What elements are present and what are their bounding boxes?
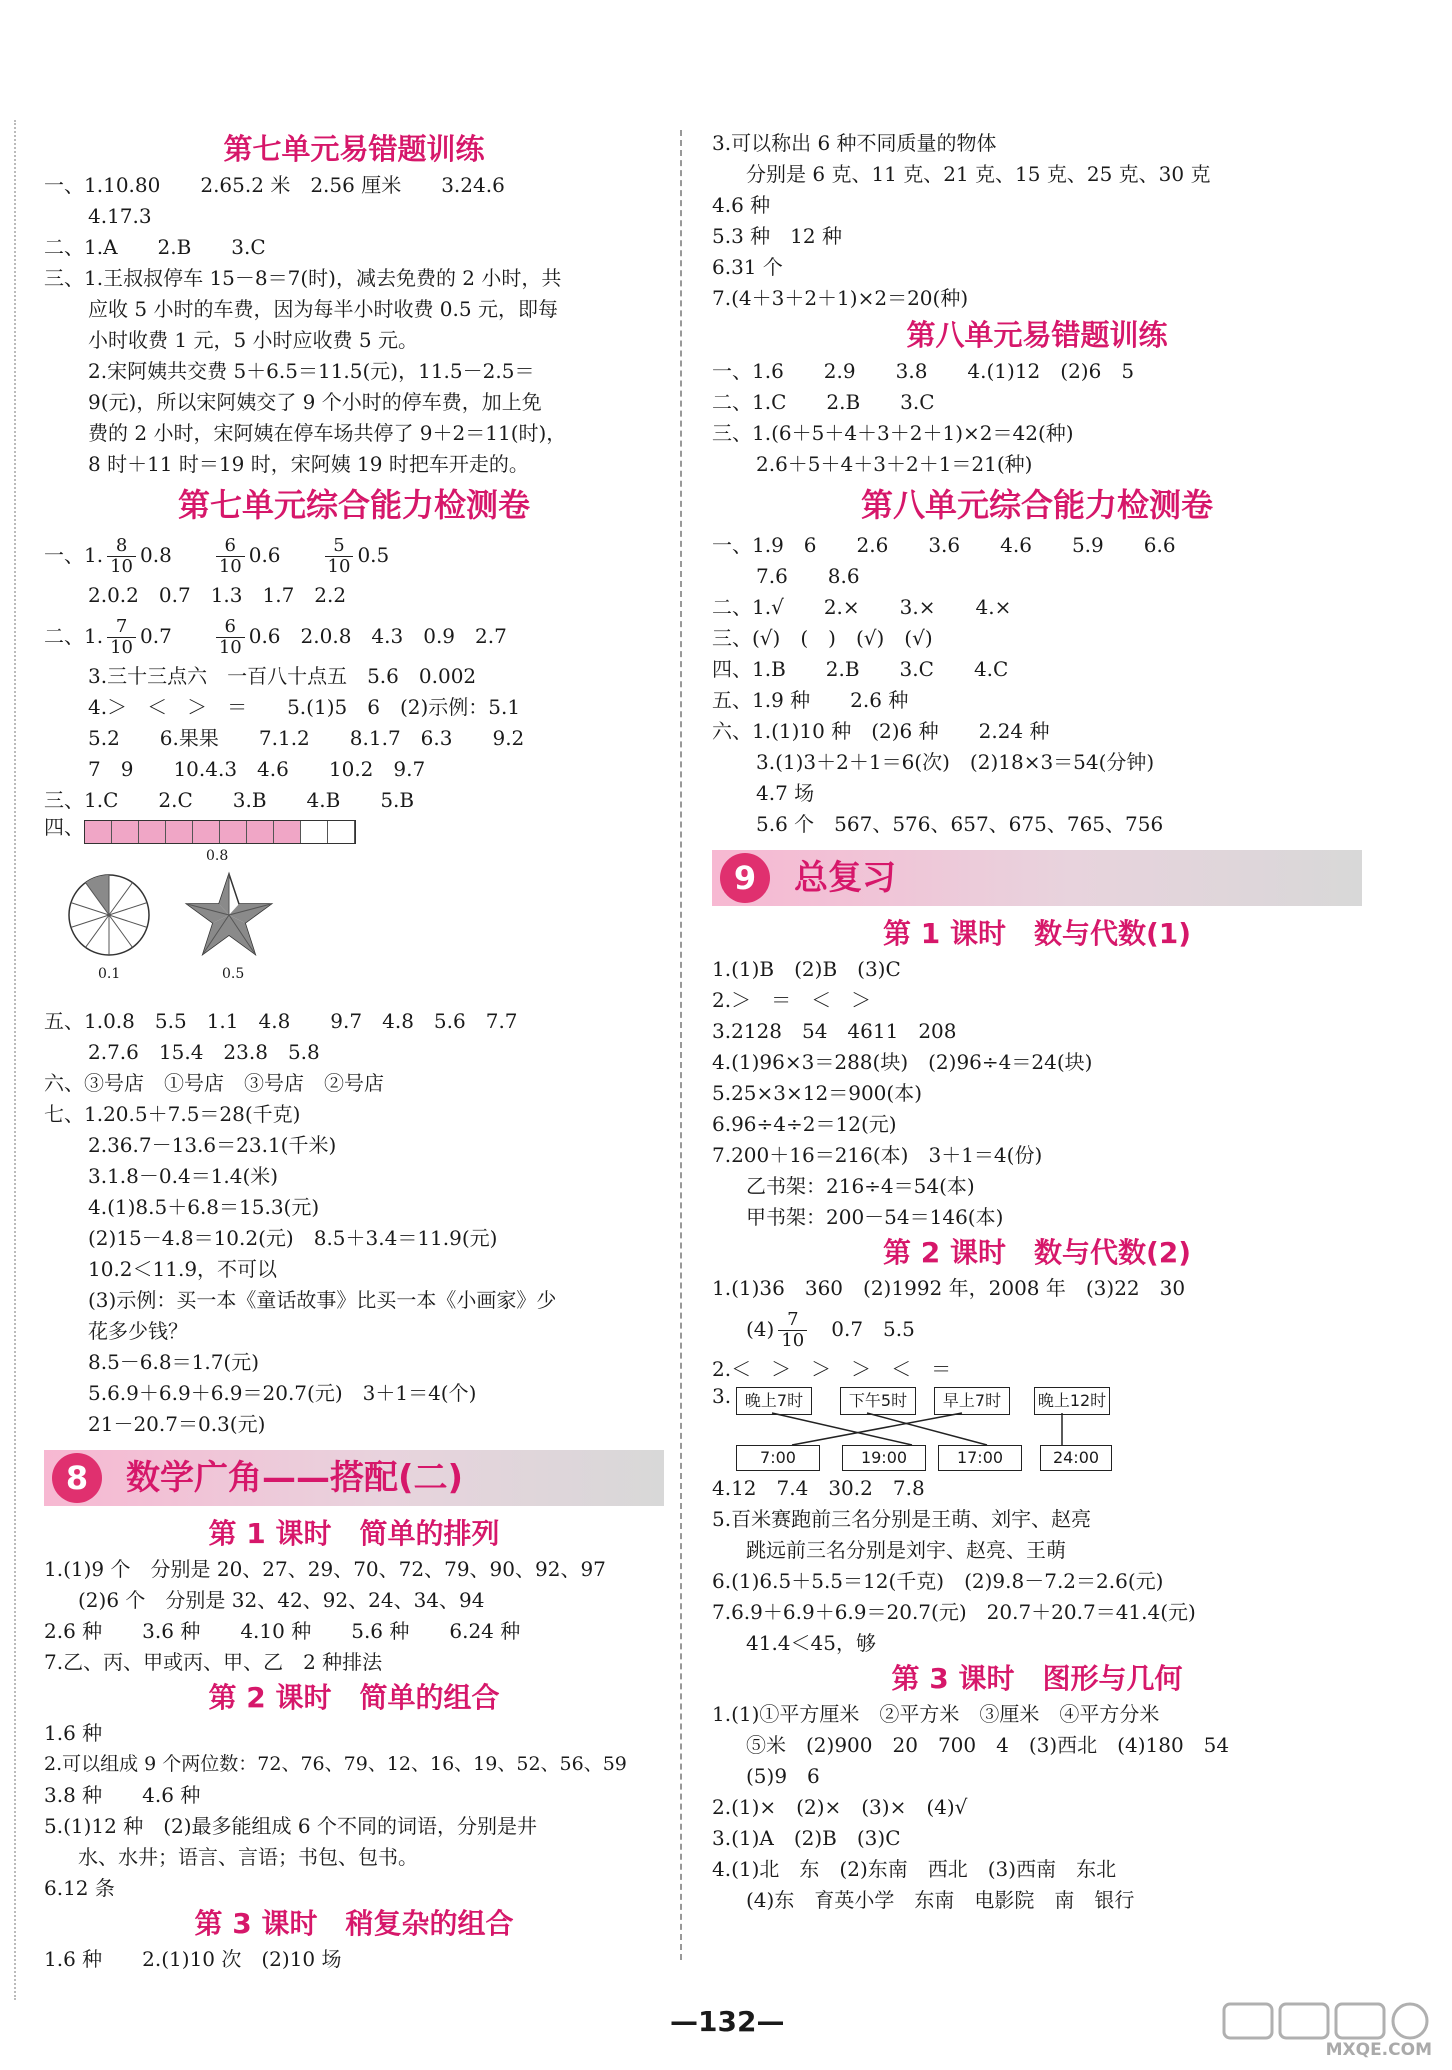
answer-line: 4.(1)8.5＋6.8＝15.3(元) [88, 1195, 320, 1219]
answer-line: 6.(1)6.5＋5.5＝12(千克) (2)9.8－7.2＝2.6(元) [712, 1569, 1164, 1593]
column-divider [680, 130, 682, 1960]
answer-line: 五、1.9 种 2.6 种 [712, 688, 909, 712]
answer-line: 2.(1)× (2)× (3)× (4)√ [712, 1795, 968, 1819]
answer-line: 5.6.9＋6.9＋6.9＝20.7(元) 3＋1＝4(个) [88, 1381, 477, 1405]
circle-label: 0.1 [98, 966, 121, 982]
answer-line: (2)6 个 分别是 32、42、92、24、34、94 [78, 1588, 485, 1612]
time-box-top: 下午5时 [840, 1387, 916, 1415]
answer-line: 甲书架：200－54＝146(本) [746, 1205, 1004, 1229]
answer-line: 8 时＋11 时＝19 时，宋阿姨 19 时把车开走的。 [88, 452, 529, 476]
answer-line: 六、③号店 ①号店 ③号店 ②号店 [44, 1071, 384, 1095]
answer-line: 3.8 种 4.6 种 [44, 1783, 201, 1807]
answer-line: (2)15－4.8＝10.2(元) 8.5＋3.4＝11.9(元) [88, 1226, 498, 1250]
decimal-strip [84, 820, 356, 844]
answer-line: 四、1.B 2.B 3.C 4.C [712, 657, 1009, 681]
page-number: —132— [670, 2005, 785, 2038]
section-title: 第七单元综合能力检测卷 [177, 486, 530, 524]
star-label: 0.5 [222, 966, 245, 982]
answer-line: 1.6 种 2.(1)10 次 (2)10 场 [44, 1947, 342, 1971]
answer-line: 2.6＋5＋4＋3＋2＋1＝21(种) [756, 452, 1033, 476]
time-box-bottom: 17:00 [938, 1445, 1022, 1471]
answer-line: 花多少钱？ [88, 1319, 188, 1343]
answer-line: 一、1.6 2.9 3.8 4.(1)12 (2)6 5 [712, 359, 1135, 383]
answer-line: 7.(4＋3＋2＋1)×2＝20(种) [712, 286, 969, 310]
time-matching-diagram [712, 1384, 1362, 1467]
shading-figures [44, 816, 664, 1006]
answer-line: 1.(1)B (2)B (3)C [712, 957, 901, 981]
answer-line: 4.＞ ＜ ＞ ＝ 5.(1)5 6 (2)示例：5.1 [88, 695, 521, 719]
watermark-text: MXQE.COM [1325, 2040, 1432, 2060]
answer-line: 跳远前三名分别是刘宇、赵亮、王萌 [746, 1538, 1066, 1562]
binding-margin [14, 120, 16, 2000]
time-box-top: 晚上12时 [1034, 1387, 1110, 1415]
fraction: $\frac{6}{10}$ [216, 536, 245, 577]
time-box-bottom: 19:00 [842, 1445, 926, 1471]
answer-line: ⑤米 (2)900 20 700 4 (3)西北 (4)180 54 [746, 1733, 1230, 1757]
answer-line: 7.6.9＋6.9＋6.9＝20.7(元) 20.7＋20.7＝41.4(元) [712, 1600, 1196, 1624]
unit-title: 总复习 [794, 858, 896, 898]
answer-line: 8.5－6.8＝1.7(元) [88, 1350, 260, 1374]
lesson-title: 第 3 课时 稍复杂的组合 [194, 1907, 514, 1940]
answer-line: 3.可以称出 6 种不同质量的物体 [712, 131, 997, 155]
answer-line: 4.12 7.4 30.2 7.8 [712, 1476, 925, 1500]
answer-line: 1.(1)9 个 分别是 20、27、29、70、72、79、90、92、97 [44, 1557, 606, 1581]
answer-line: 41.4＜45，够 [746, 1631, 876, 1655]
lesson-title: 第 2 课时 简单的组合 [208, 1681, 500, 1714]
answer-line: 1.6 种 [44, 1721, 103, 1745]
answer-line: 7.乙、丙、甲或丙、甲、乙 2 种排法 [44, 1650, 383, 1674]
circle-figure [64, 870, 154, 960]
lesson-title: 第 1 课时 数与代数(1) [882, 917, 1192, 950]
answer-line: 一、1.9 6 2.6 3.6 4.6 5.9 6.6 [712, 533, 1176, 557]
answer-line: 六、1.(1)10 种 (2)6 种 2.24 种 [712, 719, 1050, 743]
answer-line: (4)东 育英小学 东南 电影院 南 银行 [746, 1888, 1135, 1912]
question-number: 3. [712, 1384, 732, 1408]
answer-line: 水、水井；语言、言语；书包、包书。 [78, 1845, 418, 1869]
fraction: $\frac{5}{10}$ [325, 536, 354, 577]
answer-line: 一、1.10.80 2.65.2 米 2.56 厘米 3.24.6 [44, 173, 505, 197]
answer-line: 10.2＜11.9，不可以 [88, 1257, 278, 1281]
time-box-top: 早上7时 [934, 1387, 1010, 1415]
answer-line: 7 9 10.4.3 4.6 10.2 9.7 [88, 757, 426, 781]
lesson-title: 第 2 课时 数与代数(2) [882, 1236, 1192, 1269]
answer-line: 三、1.王叔叔停车 15－8＝7(时)，减去免费的 2 小时，共 [44, 266, 562, 290]
answer-line: 乙书架：216÷4＝54(本) [746, 1174, 975, 1198]
answer-line: 2.可以组成 9 个两位数：72、76、79、12、16、19、52、56、59 [44, 1753, 627, 1775]
answer-line: 2.＜ ＞ ＞ ＞ ＜ ＝ [712, 1357, 952, 1381]
answer-line: 9(元)，所以宋阿姨交了 9 个小时的停车费，加上免 [88, 390, 542, 414]
answer-line: 二、1.A 2.B 3.C [44, 235, 266, 259]
answer-line: 三、1.C 2.C 3.B 4.B 5.B [44, 788, 415, 812]
answer-line: 二、1.C 2.B 3.C [712, 390, 935, 414]
unit-banner [44, 1450, 664, 1506]
answer-line: 应收 5 小时的车费，因为每半小时收费 0.5 元，即每 [88, 297, 558, 321]
time-box-bottom: 7:00 [736, 1445, 820, 1471]
section-title: 第七单元易错题训练 [223, 132, 485, 166]
answer-line: 4.7 场 [756, 781, 815, 805]
answer-line: (5)9 6 [746, 1764, 820, 1788]
answer-line: 3.三十三点六 一百八十点五 5.6 0.002 [88, 664, 477, 688]
fraction: $\frac{8}{10}$ [107, 536, 136, 577]
fraction: $\frac{7}{10}$ [778, 1310, 807, 1351]
answer-line: 5.2 6.果果 7.1.2 8.1.7 6.3 9.2 [88, 726, 525, 750]
time-box-bottom: 24:00 [1040, 1445, 1112, 1471]
answer-line-fraction: (4) $\frac{7}{10}$ 0.7 5.5 [746, 1309, 915, 1351]
section-title: 第八单元易错题训练 [906, 318, 1168, 352]
answer-line: 1.(1)①平方厘米 ②平方米 ③厘米 ④平方分米 [712, 1702, 1160, 1726]
answer-line: 3.1.8－0.4＝1.4(米) [88, 1164, 279, 1188]
fraction: $\frac{6}{10}$ [216, 617, 245, 658]
answer-line: 3.(1)3＋2＋1＝6(次) (2)18×3＝54(分钟) [756, 750, 1155, 774]
watermark-logo [1218, 2000, 1438, 2060]
answer-line: 7.200＋16＝216(本) 3＋1＝4(份) [712, 1143, 1043, 1167]
answer-line-fractions: 一、1. $\frac{8}{10}$ 0.8 $\frac{6}{10}$ 0.6 $\frac{5}{10}$ 0.5 [44, 535, 390, 577]
fraction: $\frac{7}{10}$ [107, 617, 136, 658]
answer-line: 4.6 种 [712, 193, 771, 217]
answer-line: 费的 2 小时，宋阿姨在停车场共停了 9＋2＝11(时)， [88, 421, 567, 445]
answer-line: 7.6 8.6 [756, 564, 860, 588]
answer-line: 2.宋阿姨共交费 5＋6.5＝11.5(元)，11.5－2.5＝ [88, 359, 535, 383]
question-number: 四、 [44, 815, 84, 839]
answer-line: 1.(1)36 360 (2)1992 年，2008 年 (3)22 30 [712, 1276, 1186, 1300]
answer-line: 2.＞ ＝ ＜ ＞ [712, 988, 872, 1012]
answer-line: 五、1.0.8 5.5 1.1 4.8 9.7 4.8 5.6 7.7 [44, 1009, 518, 1033]
answer-line: 4.(1)北 东 (2)东南 西北 (3)西南 东北 [712, 1857, 1117, 1881]
answer-line: 2.7.6 15.4 23.8 5.8 [88, 1040, 320, 1064]
lesson-title: 第 1 课时 简单的排列 [208, 1517, 500, 1550]
unit-number-badge: 9 [720, 853, 770, 903]
unit-title: 数学广角——搭配(二) [126, 1458, 464, 1498]
answer-line: 5.3 种 12 种 [712, 224, 842, 248]
answer-line: 6.12 条 [44, 1876, 115, 1900]
answer-line: 6.96÷4÷2＝12(元) [712, 1112, 897, 1136]
time-box-top: 晚上7时 [736, 1387, 812, 1415]
answer-line: 分别是 6 克、11 克、21 克、15 克、25 克、30 克 [746, 162, 1211, 186]
answer-line: 二、1.√ 2.× 3.× 4.× [712, 595, 1012, 619]
answer-line: 4.(1)96×3＝288(块) (2)96÷4＝24(块) [712, 1050, 1093, 1074]
answer-line: 2.36.7－13.6＝23.1(千米) [88, 1133, 337, 1157]
answer-line: 5.(1)12 种 (2)最多能组成 6 个不同的词语，分别是井 [44, 1814, 537, 1838]
answer-line: 5.6 个 567、576、657、675、765、756 [756, 812, 1164, 836]
answer-line: 七、1.20.5＋7.5＝28(千克) [44, 1102, 301, 1126]
answer-line-fractions: 二、1. $\frac{7}{10}$ 0.7 $\frac{6}{10}$ 0.6 2.0.8 4.3 0.9 2.7 [44, 616, 507, 658]
section-title: 第八单元综合能力检测卷 [860, 486, 1213, 524]
answer-line: (3)示例：买一本《童话故事》比买一本《小画家》少 [88, 1288, 557, 1312]
answer-line: 4.17.3 [88, 204, 152, 228]
answer-line: 小时收费 1 元，5 小时应收费 5 元。 [88, 328, 418, 352]
left-column [44, 128, 664, 1975]
unit-banner [712, 850, 1362, 906]
answer-line: 5.25×3×12＝900(本) [712, 1081, 922, 1105]
star-figure [184, 870, 274, 960]
strip-label: 0.8 [206, 848, 229, 864]
answer-line: 21－20.7＝0.3(元) [88, 1412, 266, 1436]
answer-line: 3.(1)A (2)B (3)C [712, 1826, 901, 1850]
unit-number-badge: 8 [52, 1453, 102, 1503]
answer-line: 3.2128 54 4611 208 [712, 1019, 957, 1043]
answer-line: 2.6 种 3.6 种 4.10 种 5.6 种 6.24 种 [44, 1619, 521, 1643]
answer-line: 三、(√) ( ) (√) (√) [712, 626, 933, 650]
right-column [712, 128, 1362, 1916]
answer-line: 2.0.2 0.7 1.3 1.7 2.2 [88, 583, 347, 607]
answer-line: 5.百米赛跑前三名分别是王萌、刘宇、赵亮 [712, 1507, 1092, 1531]
answer-line: 6.31 个 [712, 255, 783, 279]
answer-line: 三、1.(6＋5＋4＋3＋2＋1)×2＝42(种) [712, 421, 1074, 445]
lesson-title: 第 3 课时 图形与几何 [891, 1662, 1183, 1695]
